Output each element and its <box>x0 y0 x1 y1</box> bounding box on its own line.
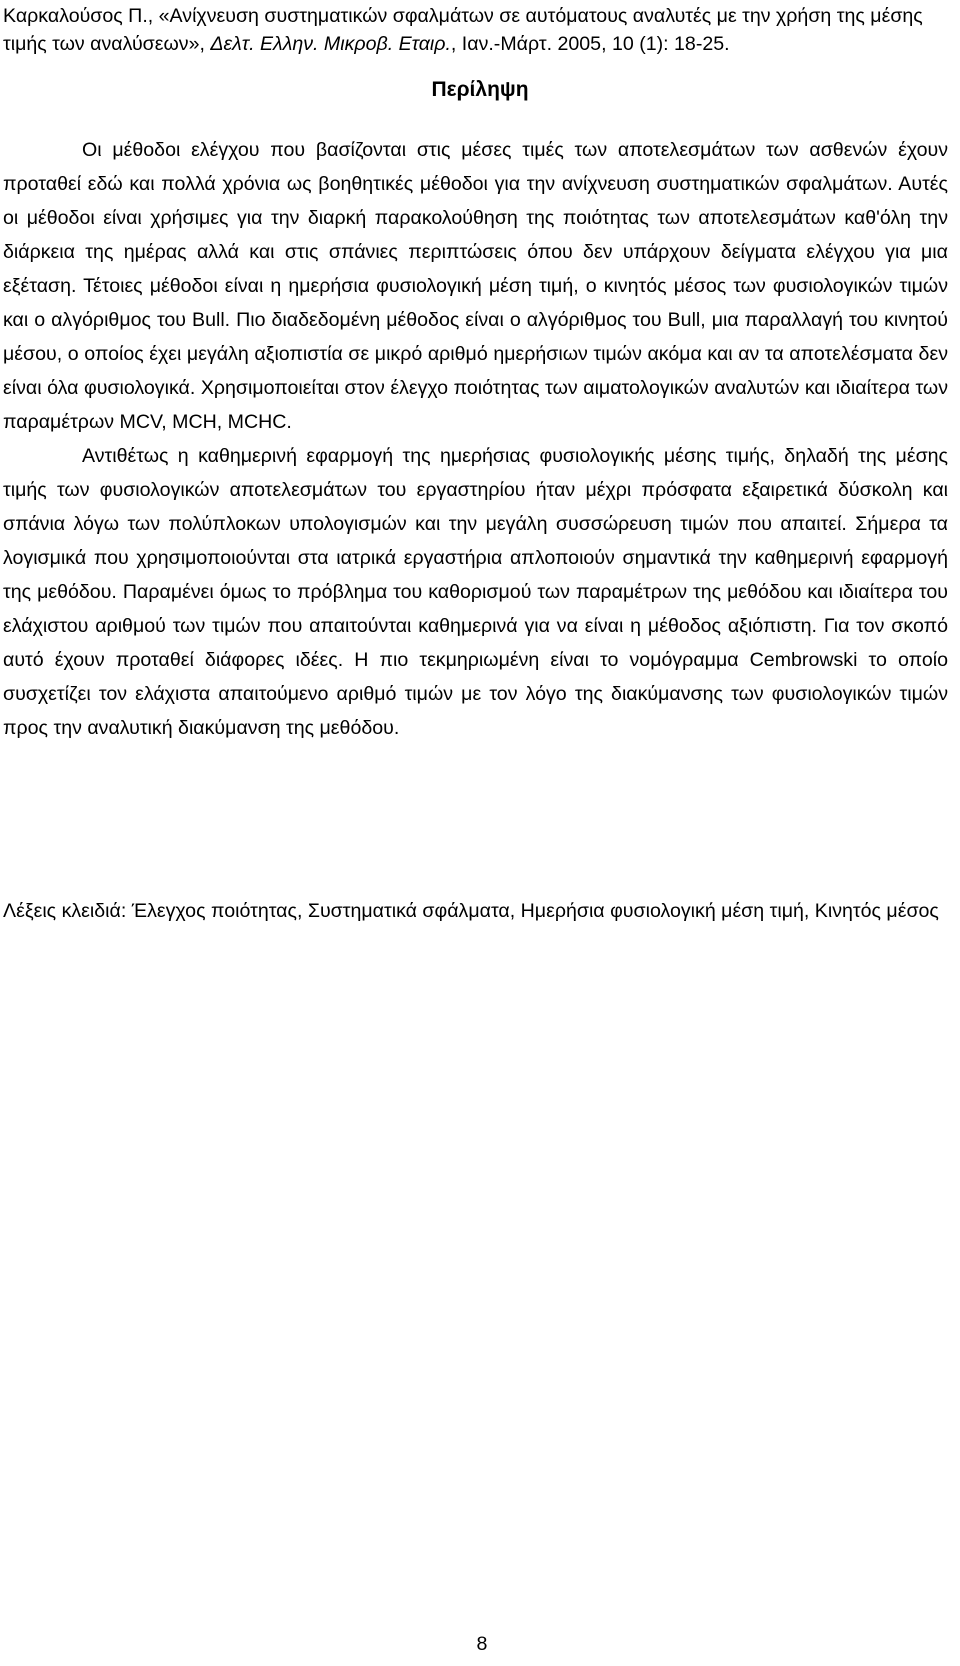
citation-issue: , Ιαν.-Μάρτ. 2005, 10 (1): 18-25. <box>450 33 730 55</box>
abstract-body <box>3 133 948 745</box>
keywords: Λέξεις κλειδιά: Έλεγχος ποιότητας, Συστηματικά σφάλματα, Ημερήσια φυσιολογική μέση τιμή, Κινητός μέσος <box>3 900 939 922</box>
abstract-paragraph-2: Αντιθέτως η καθημερινή εφαρμογή της ημερήσιας φυσιολογικής μέσης τιμής, δηλαδή της μέσης τιμής των φυσιολογικών αποτελεσμάτων του εργαστηρίου ήταν μέχρι πρόσφατα εξαιρετικά δύσκολη και σπάνια λόγω των πολύπλοκων υπολογισμών και την μεγάλη συσσώρευση τιμών που απαιτεί. Σήμερα τα λογισμικά που χρησιμοποιούνται στα ιατρικά εργαστήρια απλοποιούν σημαντικά την καθημερινή εφαρμογή της μεθόδου. Παραμένει όμως το πρόβλημα του καθορισμού των παραμέτρων της μεθόδου και ιδιαίτερα του ελάχιστου αριθμού των τιμών που απαιτούνται καθημερινά για να είναι η μέθοδος αξιόπιστη. Για τον σκοπό αυτό έχουν προταθεί διάφορες ιδέες. Η πιο τεκμηριωμένη είναι το νομόγραμμα Cembrowski το οποίο συσχετίζει τον ελάχιστα απαιτούμενο αριθμό τιμών με τον λόγο της διακύμανσης των φυσιολογικών τιμών προς την αναλυτική διακύμανση της μεθόδου. <box>3 445 948 739</box>
page-number: 8 <box>476 1633 488 1655</box>
citation <box>3 2 948 58</box>
citation-authors-title: Καρκαλούσος Π., «Ανίχνευση συστηματικών σφαλμάτων σε αυτόματους αναλυτές με την χρήση της μέσης τιμής των αναλύσεων», <box>3 5 923 55</box>
citation-journal: Δελτ. Ελλην. Μικροβ. Εταιρ. <box>210 33 451 55</box>
abstract-paragraph-1: Οι μέθοδοι ελέγχου που βασίζονται στις μέσες τιμές των αποτελεσμάτων των ασθενών έχουν προταθεί εδώ και πολλά χρόνια ως βοηθητικές μέθοδοι για την ανίχνευση συστηματικών σφαλμάτων. Αυτές οι μέθοδοι είναι χρήσιμες για την διαρκή παρακολούθηση της ποιότητας των αποτελεσμάτων καθ'όλη την διάρκεια της ημέρας αλλά και στις σπάνιες περιπτώσεις όπου δεν υπάρχουν δείγματα ελέγχου για μια εξέταση. Τέτοιες μέθοδοι είναι η ημερήσια φυσιολογική μέση τιμή, ο κινητός μέσος των φυσιολογικών τιμών και ο αλγόριθμος του Bull. Πιο διαδεδομένη μέθοδος είναι ο αλγόριθμος του Bull, μια παραλλαγή του κινητού μέσου, ο οποίος έχει μεγάλη αξιοπιστία σε μικρό αριθμό ημερήσιων τιμών ακόμα και αν τα αποτελέσματα δεν είναι όλα φυσιολογικά. Χρησιμοποιείται στον έλεγχο ποιότητας των αιματολογικών αναλυτών και ιδιαίτερα των παραμέτρων MCV, MCH, MCHC. <box>3 139 948 433</box>
section-title: Περίληψη <box>431 78 529 101</box>
